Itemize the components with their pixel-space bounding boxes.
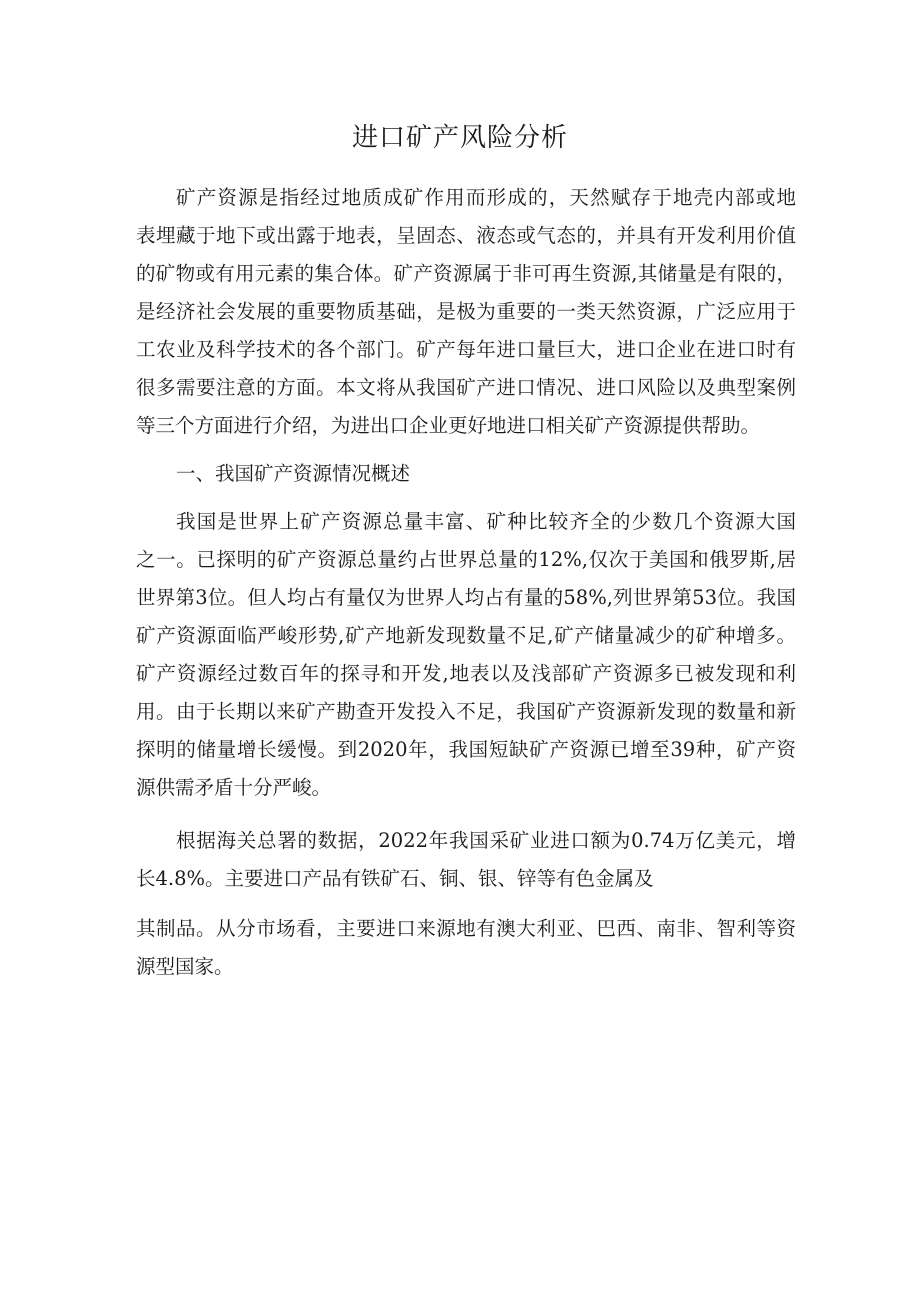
paragraph-line: 我国是世界上矿产资源总量丰富、矿种比较齐全的少数几个资源大国 xyxy=(176,510,796,533)
paragraph-line: 表埋藏于地下或出露于地表，呈固态、液态或气态的，并具有开发利用价值 xyxy=(136,224,796,247)
paragraph-line: 矿产资源是指经过地质成矿作用而形成的，天然赋存于地壳内部或地 xyxy=(176,186,796,209)
paragraph-line: 之一。已探明的矿产资源总量约占世界总量的12%,仅次于美国和俄罗斯,居 xyxy=(136,548,796,571)
paragraph-line: 其制品。从分市场看，主要进口来源地有澳大利亚、巴西、南非、智利等资 xyxy=(136,917,796,940)
section-heading: 一、我国矿产资源情况概述 xyxy=(176,462,411,485)
paragraph-line: 根据海关总署的数据，2022年我国采矿业进口额为0.74万亿美元，增 xyxy=(176,829,796,852)
paragraph-line: 矿产资源面临严峻形势,矿产地新发现数量不足,矿产储量减少的矿种增多。 xyxy=(136,624,796,647)
page-title: 进口矿产风险分析 xyxy=(351,123,568,153)
paragraph-line: 的矿物或有用元素的集合体。矿产资源属于非可再生资源,其储量是有限的， xyxy=(136,262,796,285)
paragraph-line: 源型国家。 xyxy=(136,955,234,978)
paragraph-line: 很多需要注意的方面。本文将从我国矿产进口情况、进口风险以及典型案例 xyxy=(136,376,796,399)
paragraph-line: 是经济社会发展的重要物质基础，是极为重要的一类天然资源，广泛应用于 xyxy=(136,300,796,323)
paragraph-line: 用。由于长期以来矿产勘查开发投入不足，我国矿产资源新发现的数量和新 xyxy=(136,700,796,723)
paragraph-line: 矿产资源经过数百年的探寻和开发,地表以及浅部矿产资源多已被发现和利 xyxy=(136,662,796,685)
paragraph-line: 世界第3位。但人均占有量仅为世界人均占有量的58%,列世界第53位。我国 xyxy=(136,586,796,609)
paragraph-line: 等三个方面进行介绍，为进出口企业更好地进口相关矿产资源提供帮助。 xyxy=(136,414,761,437)
paragraph-line: 源供需矛盾十分严峻。 xyxy=(136,776,332,799)
paragraph-line: 长4.8%。主要进口产品有铁矿石、铜、银、锌等有色金属及 xyxy=(136,867,654,890)
paragraph-line: 工农业及科学技术的各个部门。矿产每年进口量巨大，进口企业在进口时有 xyxy=(136,338,796,361)
paragraph-line: 探明的储量增长缓慢。到2020年，我国短缺矿产资源已增至39种，矿产资 xyxy=(136,738,796,761)
